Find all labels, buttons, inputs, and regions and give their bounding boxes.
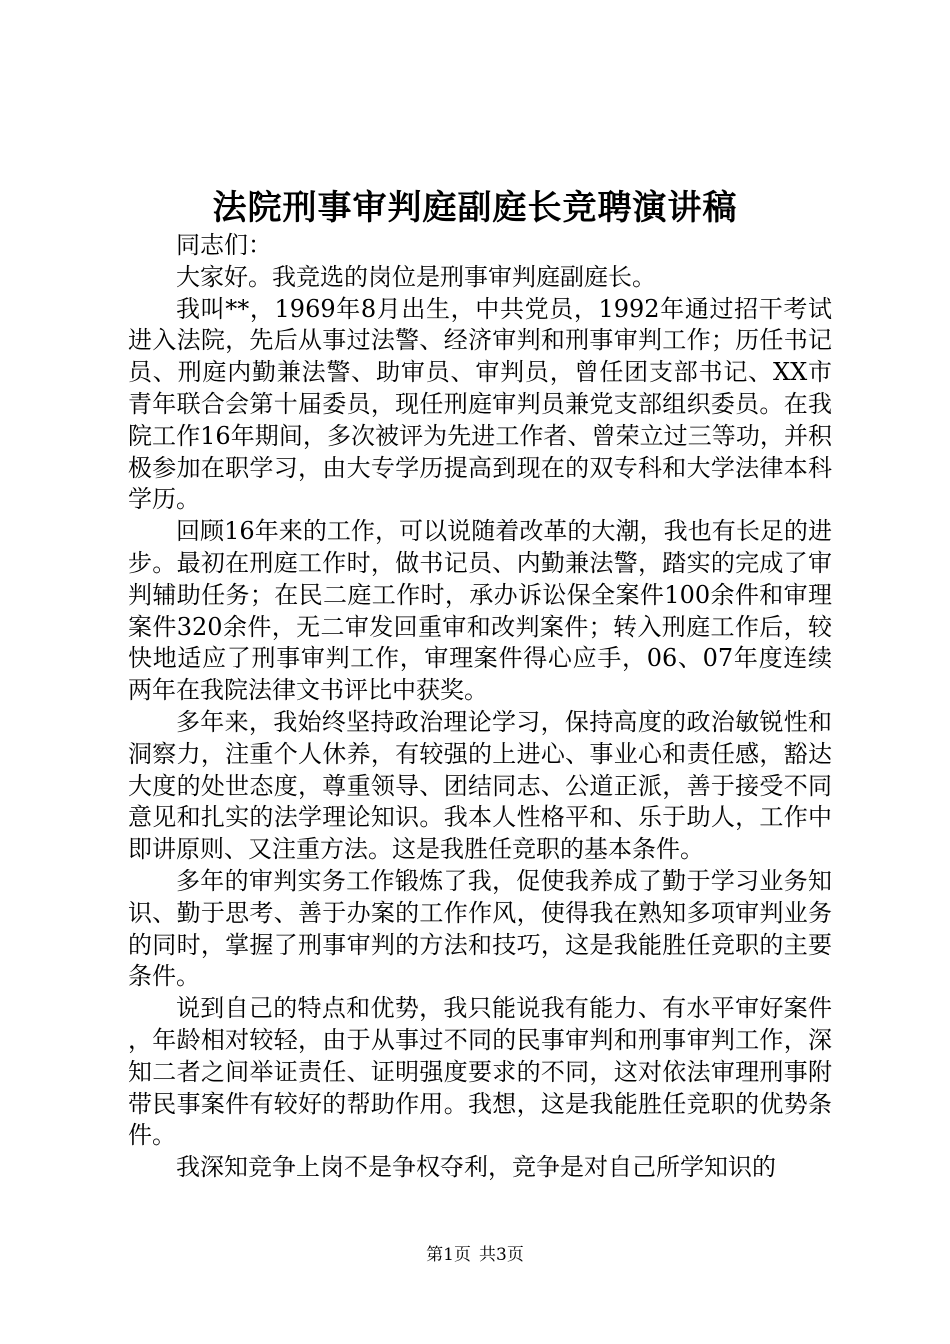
paragraph-basic-conditions: 多年来，我始终坚持政治理论学习，保持高度的政治敏锐性和洞察力，注重个人休养，有较强的上进心、事业心和责任感，豁达大度的处世态度，尊重领导、团结同志、公道正派，善于接受不同意见和扎实的法学理论知识。我本人性格平和、乐于助人，工作中即讲原则、又注重方法。这是我胜任竞职的基本条件。 [128, 707, 832, 864]
page-number: 第1页 [426, 1245, 471, 1265]
paragraph-advantages: 说到自己的特点和优势，我只能说我有能力、有水平审好案件，年龄相对较轻，由于从事过不同的民事审判和刑事审判工作，深知二者之间举证责任、证明强度要求的不同，这对依法审理刑事附带民事案件有较好的帮助作用。我想，这是我能胜任竞职的优势条件。 [128, 994, 832, 1150]
paragraph-competition: 我深知竞争上岗不是争权夺利，竞争是对自己所学知识的 [176, 1153, 776, 1182]
paragraph-work-review: 回顾16年来的工作，可以说随着改革的大潮，我也有长足的进步。最初在刑庭工作时，做书记员、内勤兼法警，踏实的完成了审判辅助任务；在民二庭工作时，承办诉讼保全案件100余件和审理案件320余件，无二审发回重审和改判案件；转入刑庭工作后，较快地适应了刑事审判工作，审理案件得心应手，06、07年度连续两年在我院法律文书评比中获奖。 [128, 517, 832, 705]
paragraph-greeting: 大家好。我竞选的岗位是刑事审判庭副庭长。 [176, 262, 656, 291]
page-footer [0, 1243, 950, 1267]
page-total: 共3页 [479, 1245, 524, 1265]
document-body [128, 230, 832, 1184]
document-title: 法院刑事审判庭副庭长竞聘演讲稿 [212, 188, 738, 228]
paragraph-main-conditions: 多年的审判实务工作锻炼了我，促使我养成了勤于学习业务知识、勤于思考、善于办案的工作作风，使得我在熟知多项审判业务的同时，掌握了刑事审判的方法和技巧，这是我能胜任竞职的主要条件。 [128, 866, 832, 991]
paragraph-self-introduction: 我叫**，1969年8月出生，中共党员，1992年通过招干考试进入法院，先后从事过法警、经济审判和刑事审判工作；历任书记员、刑庭内勤兼法警、助审员、审判员，曾任团支部书记、XX市青年联合会第十届委员，现任刑庭审判员兼党支部组织委员。在我院工作16年期间，多次被评为先进工作者、曾荣立过三等功，并积极参加在职学习，由大专学历提高到现在的双专科和大学法律本科学历。 [128, 294, 832, 514]
paragraph-salutation: 同志们： [176, 231, 272, 259]
